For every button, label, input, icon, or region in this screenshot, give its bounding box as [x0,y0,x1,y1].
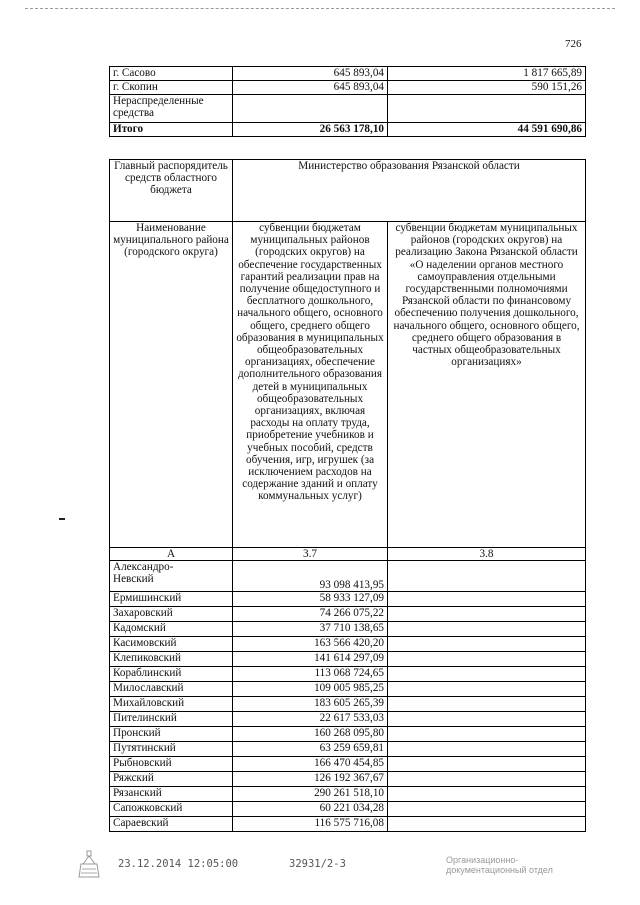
amount-cell: 22 617 533,03 [233,712,388,727]
amount-cell: 290 261 518,10 [233,787,388,802]
municipality-name: Пронский [110,727,233,742]
table-row [110,697,586,712]
department-stamp [446,855,553,875]
municipality-name: Сапожковский [110,802,233,817]
municipality-name: Путятинский [110,742,233,757]
municipality-column-label: Наименование муниципального района (городского округа) [110,222,233,548]
total-label: Итого [110,123,233,137]
header-row-distributor [110,160,586,222]
municipality-name: Михайловский [110,697,233,712]
summary-table-body [110,67,586,137]
amount-cell: 113 068 724,65 [233,667,388,682]
table-row [110,802,586,817]
amount-cell [388,561,586,592]
amount-cell [388,802,586,817]
page-number: 726 [565,38,582,50]
table-row [110,561,586,592]
subvention-table-body [110,160,586,832]
municipality-name: г. Скопин [110,81,233,95]
total-amount: 26 563 178,10 [233,123,388,137]
table-row [110,81,586,95]
amount-cell [388,757,586,772]
municipality-name: Милославский [110,682,233,697]
amount-cell: 58 933 127,09 [233,592,388,607]
municipality-name: Захаровский [110,607,233,622]
column-code: А [110,548,233,561]
top-edge-line [25,8,615,9]
municipality-name: Пителинский [110,712,233,727]
total-row [110,123,586,137]
amount-cell: 645 893,04 [233,67,388,81]
amount-cell: 60 221 034,28 [233,802,388,817]
subvention-table [109,159,586,832]
amount-cell [388,682,586,697]
municipality-name: Кораблинский [110,667,233,682]
amount-cell [388,742,586,757]
emblem-icon [78,850,100,885]
amount-cell: 645 893,04 [233,81,388,95]
amount-cell: 1 817 665,89 [388,67,586,81]
amount-cell [388,772,586,787]
amount-cell [388,712,586,727]
municipality-name: Ермишинский [110,592,233,607]
amount-cell [388,667,586,682]
table-row [110,607,586,622]
table-row [110,95,586,123]
amount-cell: 183 605 265,39 [233,697,388,712]
amount-cell [388,697,586,712]
ministry-name: Министерство образования Рязанской области [233,160,586,222]
column-code: 3.7 [233,548,388,561]
table-row [110,772,586,787]
amount-cell: 116 575 716,08 [233,817,388,832]
amount-cell [233,95,388,123]
summary-table [109,66,586,137]
amount-cell [388,622,586,637]
amount-cell: 163 566 420,20 [233,637,388,652]
amount-cell: 160 268 095,80 [233,727,388,742]
municipality-name: Касимовский [110,637,233,652]
amount-cell [388,607,586,622]
amount-cell [388,95,586,123]
table-row [110,727,586,742]
header-row-description [110,222,586,548]
municipality-name: Рязанский [110,787,233,802]
amount-cell [388,637,586,652]
table-row [110,787,586,802]
amount-cell [388,817,586,832]
column-description-3-8: субвенции бюджетам муниципальных районов (городских округов) на реализацию Закона Рязанской области «О наделении органов местного самоуправления отдельными государственными полномочиями Рязанской области по финансовому обеспечению получения дошкольного, начального общего, основного общего, среднего общего образования в частных общеобразовательных организациях» [388,222,586,548]
table-row [110,622,586,637]
municipality-name [110,561,233,592]
total-amount: 44 591 690,86 [388,123,586,137]
amount-cell: 93 098 413,95 [233,561,388,592]
municipality-name: Нераспределенные средства [110,95,233,123]
main-distributor-label: Главный распорядитель средств областного бюджета [110,160,233,222]
amount-cell: 109 005 985,25 [233,682,388,697]
table-row [110,682,586,697]
margin-mark [59,518,65,520]
municipality-name-line: Александро- [113,561,174,574]
municipality-name: г. Сасово [110,67,233,81]
table-row [110,652,586,667]
table-row [110,667,586,682]
footer-doc-id: 32931/2-3 [289,858,346,870]
column-description-3-7: субвенции бюджетам муниципальных районов (городских округов) на обеспечение государственных гарантий реализации прав на получение общедоступного и бесплатного дошкольного, начального общего, основного общего, среднего общего образования в муниципальных общеобразовательных организациях, обеспечение дополнительного образования детей в муниципальных общеобразовательных организациях, включая расходы на оплату труда, приобретение учебников и учебных пособий, средств обучения, игр, игрушек (за исключением расходов на содержание зданий и оплату коммунальных услуг) [233,222,388,548]
amount-cell: 37 710 138,65 [233,622,388,637]
amount-cell: 74 266 075,22 [233,607,388,622]
municipality-name: Кадомский [110,622,233,637]
amount-cell: 141 614 297,09 [233,652,388,667]
department-stamp-line: Организационно- [446,855,519,865]
department-stamp-line: документационный отдел [446,865,553,875]
table-row [110,592,586,607]
municipality-name: Сараевский [110,817,233,832]
amount-cell: 63 259 659,81 [233,742,388,757]
table-row [110,742,586,757]
amount-cell [388,787,586,802]
amount-cell [388,727,586,742]
footer-timestamp: 23.12.2014 12:05:00 [118,858,239,870]
municipality-name: Ряжский [110,772,233,787]
column-code: 3.8 [388,548,586,561]
table-row [110,817,586,832]
municipality-name: Клепиковский [110,652,233,667]
table-row [110,712,586,727]
header-row-codes [110,548,586,561]
amount-cell [388,592,586,607]
amount-cell: 590 151,26 [388,81,586,95]
table-row [110,757,586,772]
amount-cell: 166 470 454,85 [233,757,388,772]
municipality-name-line: Невский [113,573,154,586]
table-row [110,637,586,652]
municipality-name: Рыбновский [110,757,233,772]
amount-cell [388,652,586,667]
amount-cell: 126 192 367,67 [233,772,388,787]
table-row [110,67,586,81]
